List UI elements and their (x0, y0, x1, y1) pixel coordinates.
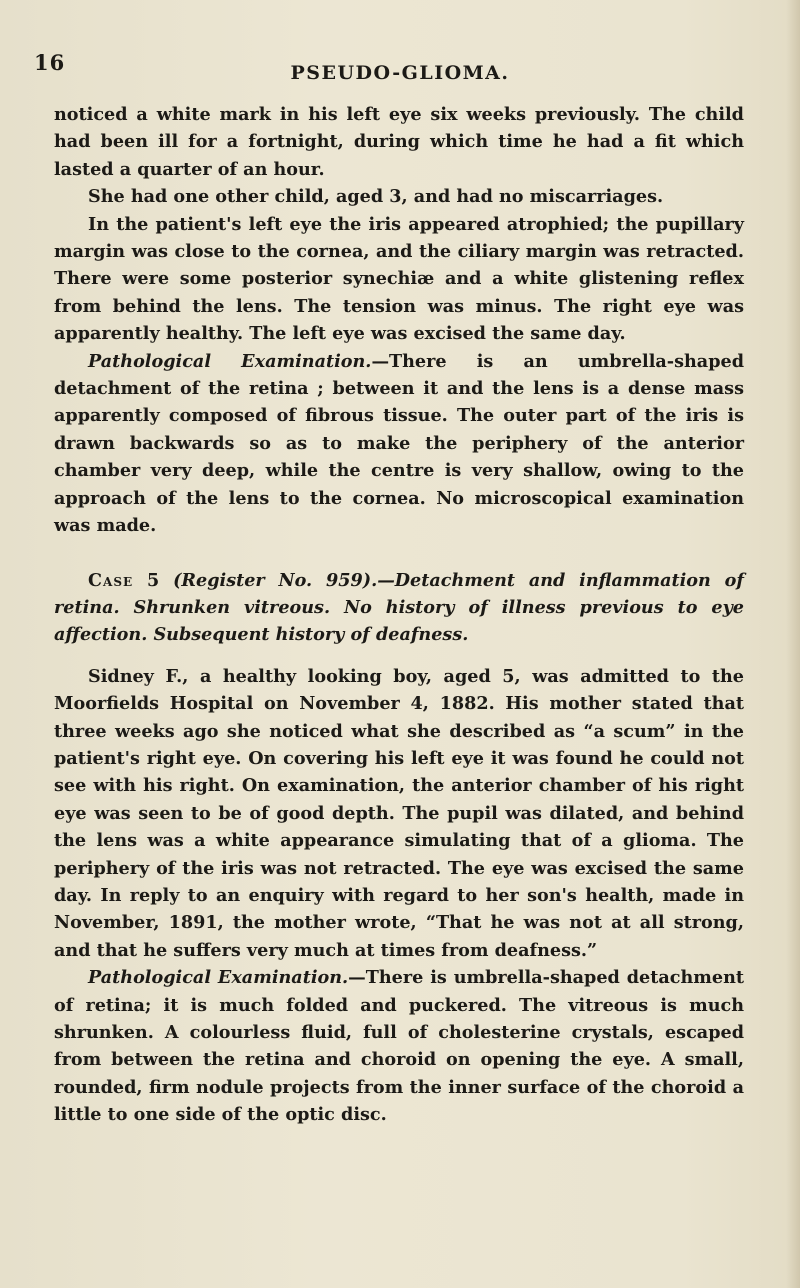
pathology-label: Pathological Examination. (88, 350, 372, 372)
paragraph-pathology-case-5 (54, 964, 744, 1128)
paragraph-pathology-case-4 (54, 348, 744, 540)
page-number: 16 (34, 50, 66, 75)
paragraph-case-5-history: Sidney F., a healthy looking boy, aged 5, was admitted to the Moorfields Hospital on November 4, 1882. His mother stated that three weeks ago she noticed what she described as “a scum” in the patient's right eye. On covering his left eye it was found he could not see with his right. On examination, the anterior chamber of his right eye was seen to be of good depth. The pupil was dilated, and behind the lens was a white appearance simulating that of a glioma. The periphery of the iris was not retracted. The eye was excised the same day. In reply to an enquiry with regard to her son's health, made in November, 1891, the mother wrote, “That he was not at all strong, and that he suffers very much at times from deafness.” (54, 665, 744, 961)
case-register: (Register No. 959). (173, 569, 378, 591)
case-number: 5 (146, 569, 160, 591)
pathology-label-2: Pathological Examination. (88, 967, 349, 989)
pathology-text: —There is an umbrella-shaped detachment of the retina ; between it and the lens is a dense mass apparently composed of fibrous tissue. The outer part of the iris is drawn backwards so as to make the periphery of the anterior chamber very deep, while the centre is very shallow, owing to the approach of the lens to the cornea. No microscopical examination was made. (54, 350, 744, 537)
paragraph-family-history: She had one other child, aged 3, and had no miscarriages. (88, 186, 664, 208)
case-title: —Detachment and inflammation of retina. Shrunken vitreous. No history of illness previous to eye affection. Subsequent history of deafness. (54, 569, 744, 646)
paragraph-left-eye-findings: In the patient's left eye the iris appeared atrophied; the pupillary margin was close to the cornea, and the ciliary margin was retracted. There were some posterior synechiæ and a white glistening reflex from behind the lens. The tension was minus. The right eye was apparently healthy. The left eye was excised the same day. (54, 213, 744, 345)
page-edge-shadow (786, 0, 800, 1288)
case-5-heading (54, 567, 744, 649)
paragraph-continuation: noticed a white mark in his left eye six weeks previously. The child had been ill for a fortnight, during which time he had a fit which lasted a quarter of an hour. (54, 104, 744, 180)
case-label: Case (88, 569, 134, 591)
running-title: PSEUDO-GLIOMA. (290, 62, 510, 84)
page-body (54, 101, 744, 1129)
pathology-text-2: —There is umbrella-shaped detachment of retina; it is much folded and puckered. The vitreous is much shrunken. A colourless fluid, full of cholesterine crystals, escaped from between the retina and choroid on opening the eye. A small, rounded, firm nodule projects from the inner surface of the choroid a little to one side of the optic disc. (54, 967, 744, 1126)
